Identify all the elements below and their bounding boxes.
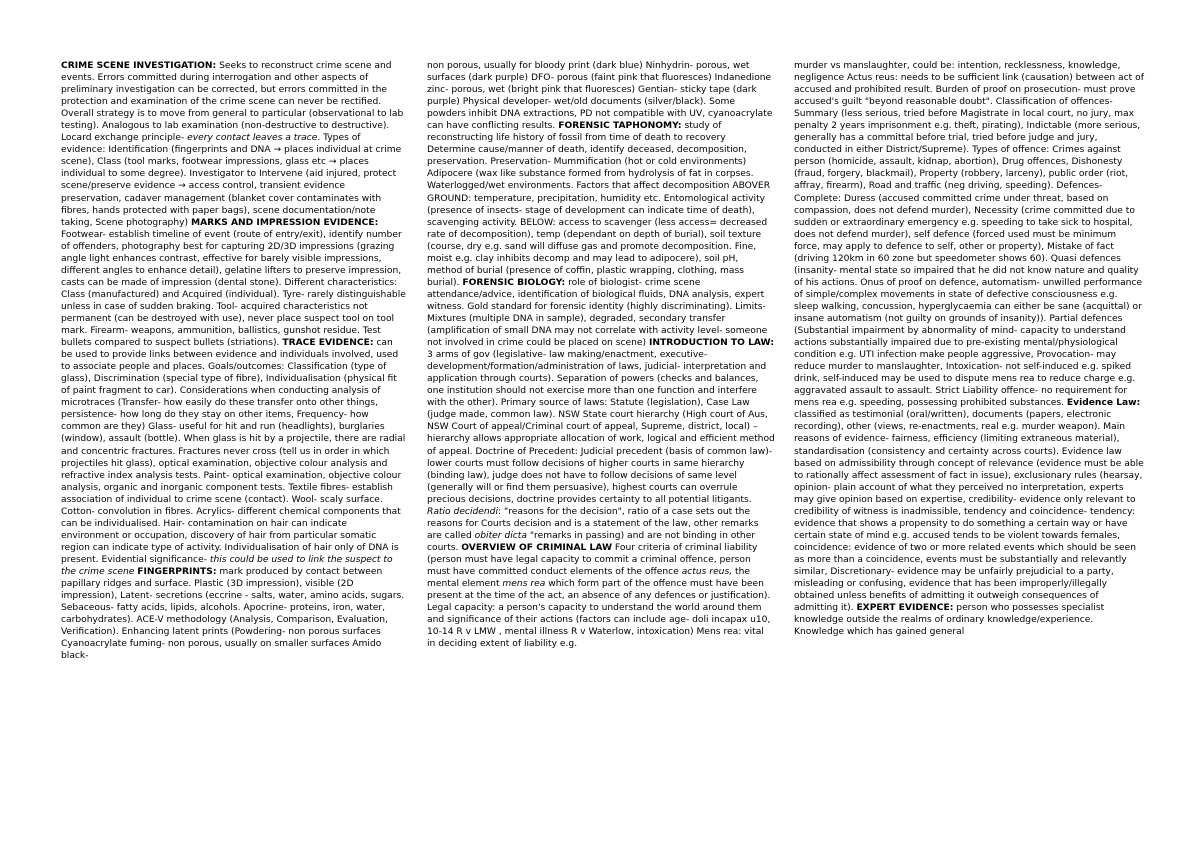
text-column-3: [794, 60, 1144, 638]
emphasis-text: every contact leaves a trace: [187, 133, 318, 144]
body-text: Four criteria of criminal liability (person must have legal capacity to commit a criminal offence, person must have committed conduct elements of the offence: [427, 542, 758, 577]
section-heading: MARKS AND IMPRESSION EVIDENCE:: [190, 217, 379, 228]
emphasis-text: Ratio decidendi: [427, 506, 499, 517]
body-text: . Types of evidence: Identification (fingerprints and DNA → places individual at crime scene), Class (tool marks, footwear impressions, glass etc → places individual to some degree). Investigator to Intervene (aid injured, protect scene/preserve evidence → access control, transient evidence preservation, cadaver management (blanket cover contaminates with fibres, hands protected with paper bags), scene documentation/note taking, Scene photography): [61, 133, 402, 228]
text-column-1: [61, 60, 406, 662]
section-heading: FINGERPRINTS:: [137, 566, 217, 577]
body-text: classified as testimonial (oral/written), documents (papers, electronic recording), other (views, re-enactments, real e.g. murder weapon). Main reasons of evidence- fairness, efficiency (limiting extraneous material), standardisation (consistency and certainty across courts). Evidence law based on admissibility through concept of relevance (evidence must be able to rationally affect assessment of fact in issue), exclusionary rules (hearsay, opinion- plain account of what they perceived no interpretation, experts may give opinion based on expertise, credibility- evidence only relevant to credibility of witness is inadmissible, tendency and coincidence- tendency: evidence that shows a propensity to do something a certain way or have certain state of mind e.g. accused tends to be violent towards females, coincidence: evidence of two or more related events which should be seen as more than a coincidence, events must be substantially and relevantly similar, Discretionary- evidence may be unfairly prejudicial to a party, misleading or confusing, evidence that has been improperly/illegally obtained unless benefits of admitting it outweigh consequences of admitting it).: [794, 410, 1144, 614]
body-text: role of biologist- crime scene attendance/advice, identification of biological fluids, DNA analysis, expert witness. Gold standard for forensic identity (highly discriminating). Limits- Mixtures (multiple DNA in sample), degraded, secondary transfer (amplification of small DNA may not correlate with activity level- someone not involved in crime could be placed on scene): [427, 277, 768, 349]
column-1-body: [61, 60, 406, 662]
column-3-body: [794, 60, 1144, 638]
body-text: Seeks to reconstruct crime scene and events. Errors committed during interrogation and other aspects of preliminary investigation can be corrected, but errors committed in the protection and examination of the crime scene can never be rectified. Overall strategy is to move from general to particular (observational to lab testing). Analogous to lab examination (non-destructive to destructive). Locard exchange principle-: [61, 61, 404, 144]
section-heading: EXPERT EVIDENCE:: [856, 603, 954, 614]
section-heading: INTRODUCTION TO LAW:: [649, 338, 774, 349]
section-heading: FORENSIC TAPHONOMY:: [558, 121, 682, 132]
section-heading: FORENSIC BIOLOGY:: [462, 277, 566, 288]
section-heading: Evidence Law:: [1066, 398, 1141, 409]
column-2-body: [427, 60, 775, 650]
body-text: can be used to provide links between evidence and individuals involved, used to associate people and places. Goals/outcomes: Classification (type of glass), Discrimination (special type of fibre), Individualisation (physical fit of paint fragment to car). Considerations when conducting analysis of microtraces (Transfer- how easily do these transfer onto other things, persistence- how long do they stay on other items, Frequency- how common are they) Glass- useful for hit and run (headlights), burglaries (window), assault (bottle). When glass is hit by a projectile, there are radial and concentric fractures. Fractures never cross (tell us in order in which projectiles hit glass), optical examination, objective colour analysis and refractive index analysis tests. Paint- optical examination, objective colour analysis, organic and inorganic component tests. Textile fibres- establish association of individual to crime scene (contact). Wool- scaly surface. Cotton- convolution in fibres. Acrylics- different chemical components that can be individualised. Hair- contamination on hair can indicate environment or occupation, discovery of hair from particular somatic region can indicate type of activity. Individualisation of hair only of DNA is present. Evidential significance-: [61, 338, 406, 565]
section-heading: CRIME SCENE INVESTIGATION:: [61, 61, 217, 71]
text-column-2: [427, 60, 775, 650]
emphasis-text: actus reus,: [681, 566, 733, 577]
body-text: non porous, usually for bloody print (dark blue) Ninhydrin- porous, wet surfaces (dark purple) DFO- porous (faint pink that fluoresces) Indanedione zinc- porous, wet (bright pink that fluoresces) Gentian- sticky tape (dark purple) Physical developer- wet/old documents (silver/black). Some powders inhibit DNA extractions, PD not compatible with UV, cyanoacrylate can have conflicting results.: [427, 61, 773, 132]
section-heading: TRACE EVIDENCE:: [282, 338, 374, 349]
body-text: Footwear- establish timeline of event (route of entry/exit), identify number of offenders, photography best for capturing 2D/3D impressions (grazing angle light enhances contrast, effective for barely visible impressions, different angles to enhance detail), gelatine lifters to preserve impression, casts can be made of impression (dental stone). Different characteristics: Class (manufactured) and Acquired (individual). Tyre- rarely distinguishable unless in case of sudden braking. Tool- acquired characteristics not permanent (can be destroyed with use), never place suspect tool on tool mark. Firearm- weapons, ammunition, ballistics, gunshot residue. Test bullets compared to suspect bullets (striations).: [61, 229, 406, 349]
body-text: : "reasons for the decision", ratio of a case sets out the reasons for Courts decision and is a statement of the law, other remarks are called: [427, 506, 759, 541]
body-text: person who possesses specialist knowledge outside the realms of ordinary knowledge/experience. Knowledge which has gained general: [794, 603, 1105, 638]
body-text: "remarks in passing) and are not binding in other courts.: [427, 530, 756, 553]
emphasis-text: mens rea: [502, 579, 546, 590]
body-text: the mental element: [427, 566, 751, 590]
emphasis-text: obiter dicta: [474, 530, 527, 541]
body-text: 3 arms of gov (legislative- law making/enactment, executive- development/formation/administration of laws, judicial- interpretation and application through courts). Separation of powers (checks and balances, one institution should not exercise more than one function and interfere with the other). Primary source of laws: Statute (legislation), Case Law (judge made, common law). NSW State court hierarchy (High court of Aus, NSW Court of appeal/Criminal court of appeal, Supreme, district, local) – hierarchy allows appropriate allocation of work, logical and efficient method of appeal. Doctrine of Precedent: Judicial precedent (basis of common law)- lower courts must follow decisions of higher courts in same hierarchy (binding law), judge does not have to follow decisions of same level (generally will or find them persuasive), highest courts can overrule precious decisions, doctrine provides certainty to all potential litigants.: [427, 350, 775, 505]
body-text: which form part of the offence must have been present at the time of the act, an absence of any defences or justification). Legal capacity: a person's capacity to understand the world around them and significance of their actions (factors can include age- doli incapax u10, 10-14 R v LMW , mental illness R v Waterlow, intoxication) Mens rea: vital in deciding extent of liability e.g.: [427, 579, 771, 650]
emphasis-text: this could be used to link the suspect to the crime scene: [61, 554, 393, 577]
body-text: murder vs manslaughter, could be: intention, recklessness, knowledge, negligence Actus reus: needs to be sufficient link (causation) between act of accused and prohibited result. Burden of proof on prosecution- must prove accused's guilt "beyond reasonable doubt". Classification of offences- Summary (less serious, tried before Magistrate in local court, no jury, max penalty 2 years imprisonment e.g. theft, pirating), Indictable (more serious, generally has a committal before trial, tried before judge and jury, conducted in either District/Supreme). Types of offence: Crimes against person (homicide, assault, kidnap, abortion), Drug offences, Dishonesty (fraud, forgery, blackmail), Property (robbery, larceny), public order (riot, affray, firearm), Road and traffic (neg driving, speeding). Defences- Complete: Duress (accused committed crime under threat, based on compassion, does not defend murder), Necessity (crime committed due to sudden or extraordinary emergency e.g. speeding to take sick to hospital, does not defend murder), self defence (forced used must be minimum force, may apply to defence to self, other or property), Mistake of fact (driving 120km in 60 zone but speedometer shows 60). Quasi defences (insanity- mental state so impaired that he did not know nature and quality of his actions. Onus of proof on defence, automatism- unwilled performance of simple/complex movements in state of defective consciousness e.g. sleep walking, concussion, hyperglycaemia can either be sane (acquittal) or insane automatism (not guilty on grounds of insanity)). Partial defences (Substantial impairment by abnormality of mind- capacity to understand actions substantially impaired due to pre-existing mental/physiological condition e.g. UTI infection make people aggressive, Provocation- may reduce murder to manslaughter, Intoxication- not self-induced e.g. spiked drink, self-induced may be used to dispute mens rea to reduce charge e.g. aggravated assault to assault. Strict Liability offence- no requirement for mens rea e.g. speeding, possessing prohibited substances.: [794, 61, 1144, 409]
body-text: mark produced by contact between papillary ridges and surface. Plastic (3D impression), visible (2D impression), Latent- secretions (eccrine - salts, water, amino acids, sugars. Sebaceous- fatty acids, lipids, alcohols. Apocrine- proteins, iron, water, carbohydrates). ACE-V methodology (Analysis, Comparison, Evaluation, Verification). Enhancing latent prints (Powdering- non porous surfaces Cyanoacrylate fuming- non porous, usually on smaller surfaces Amido black-: [61, 566, 405, 662]
body-text: study of reconstructing life history of fossil from time of death to recovery Determine cause/manner of death, identify deceased, decomposition, preservation. Preservation- Mummification (hot or cold environments) Adipocere (wax like substance formed from hydrolysis of fat in corpses. Waterlogged/wet environments. Factors that affect decomposition ABOVER GROUND: temperature, precipitation, humidity etc. Entomological activity (presence of insects- stage of development can indicate time of death), scavenging activity. BELOW: access to scavenger (less access= decreased rate of decomposition), temp (dependant on depth of burial), soil texture (course, dry e.g. sand will diffuse gas and promote decomposition. Fine, moist e.g. clay inhibits decomp and may lead to adipocere), soil pH, method of burial (presence of coffin, plastic wrapping, clothing, mass burial).: [427, 121, 771, 288]
section-heading: OVERVIEW OF CRIMINAL LAW: [461, 542, 613, 553]
